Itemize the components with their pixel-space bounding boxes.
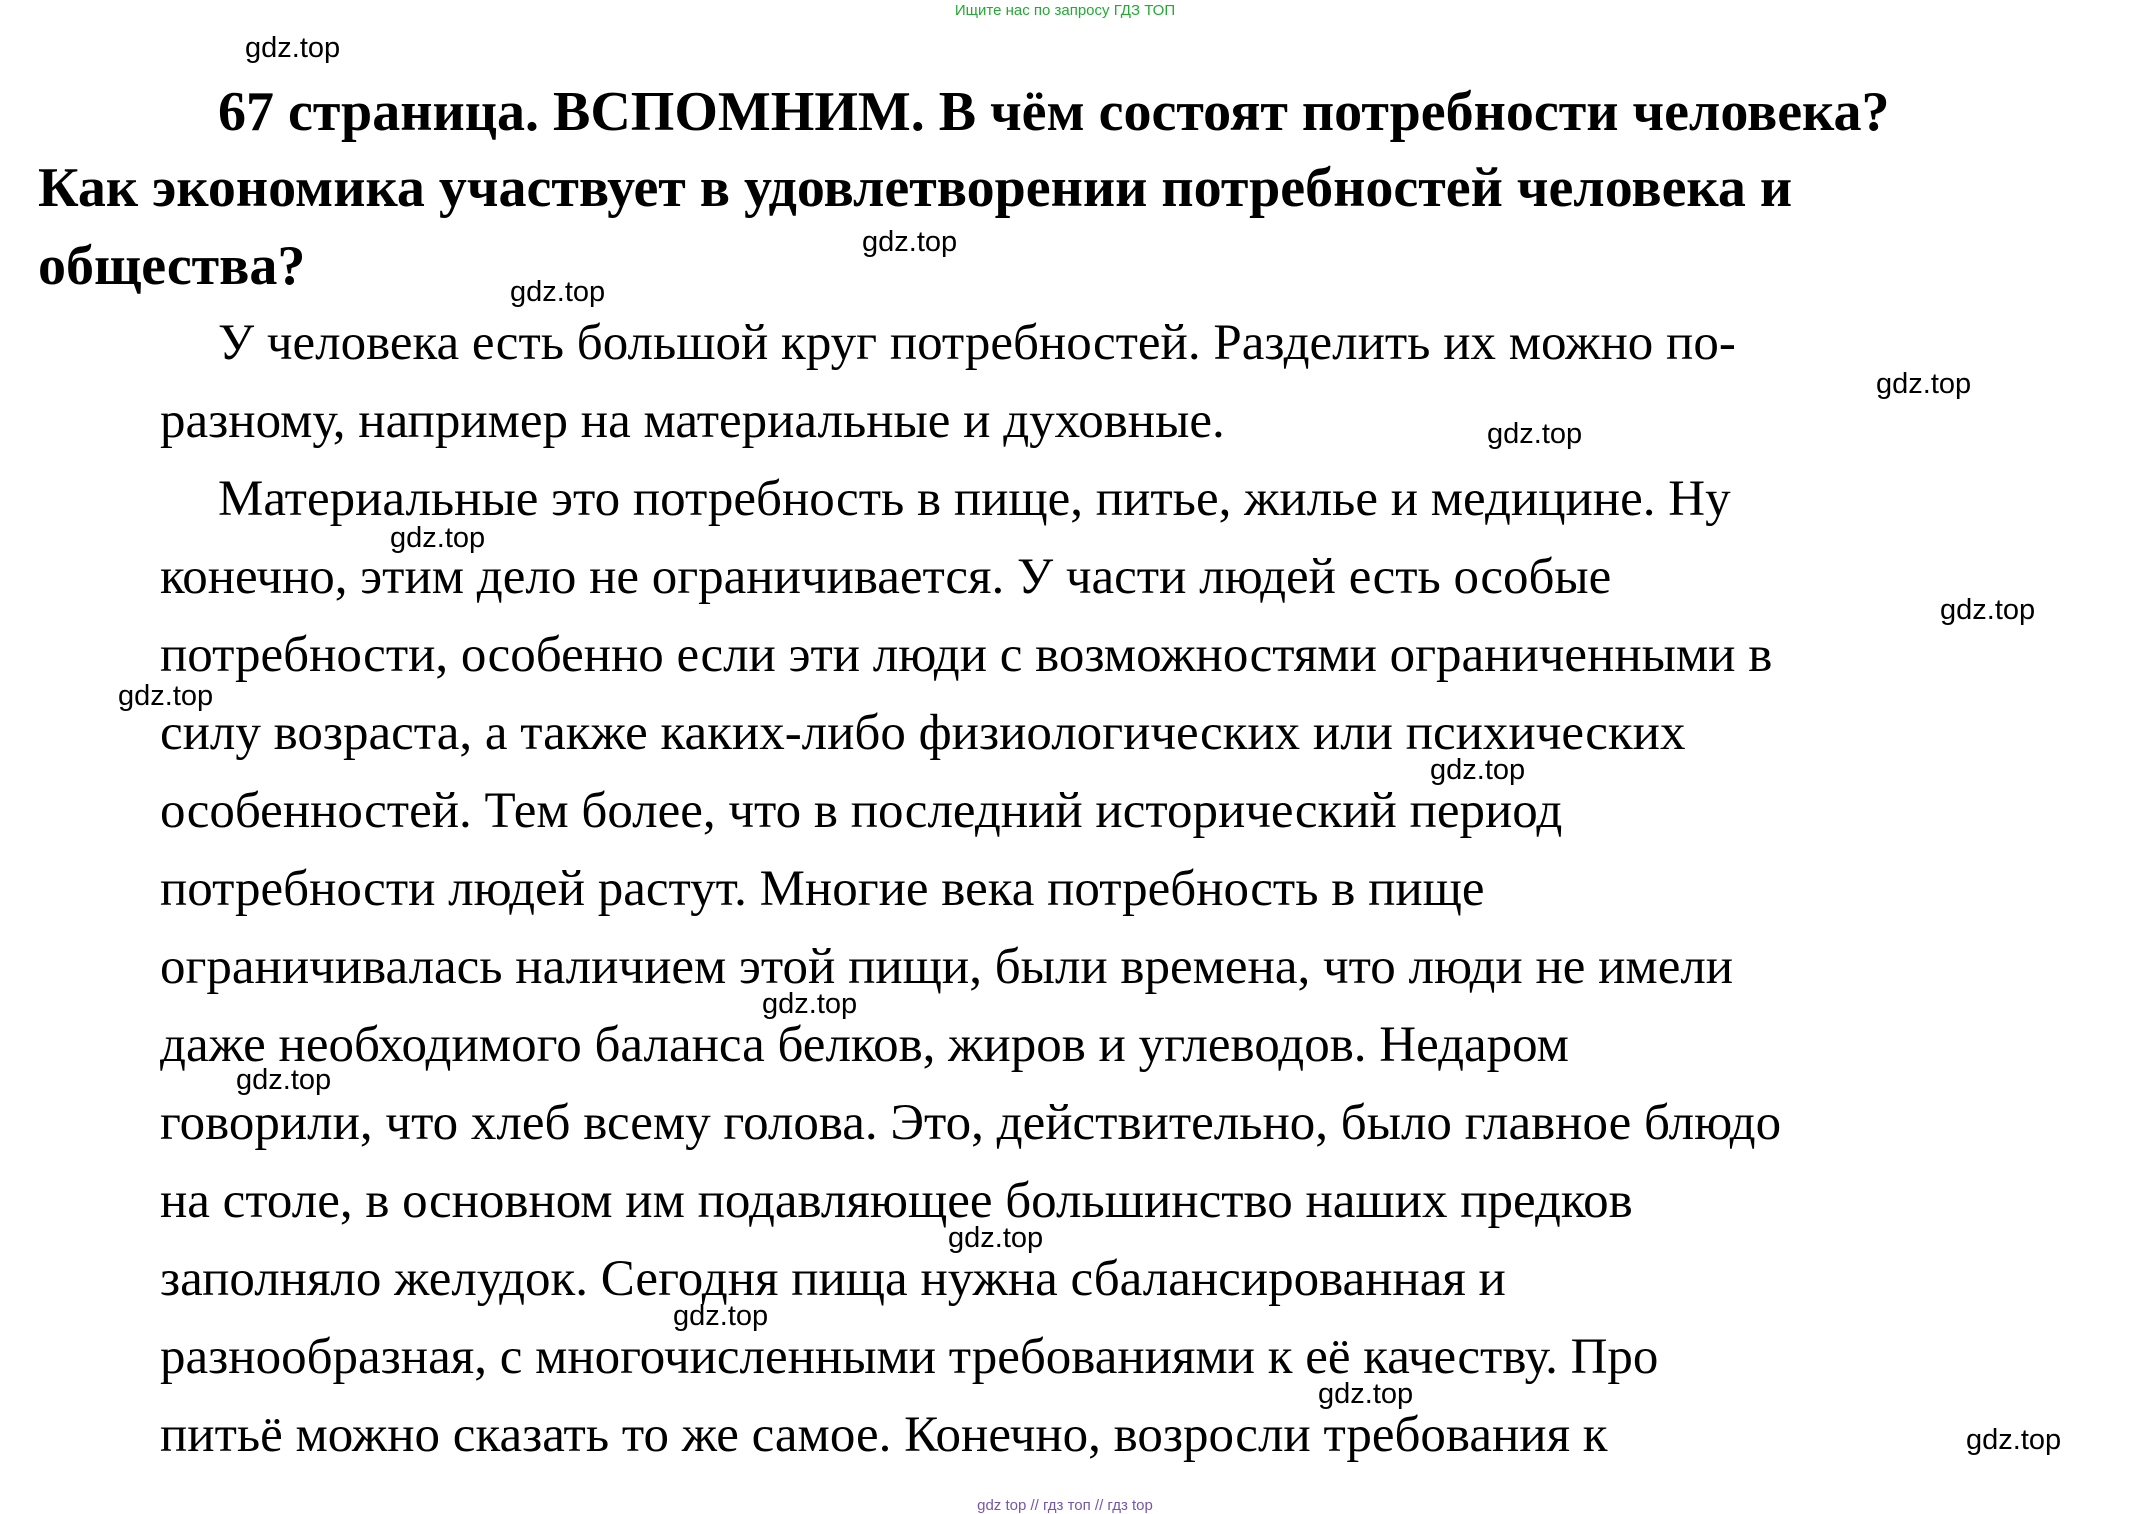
heading-line-3: общества?	[38, 235, 306, 297]
watermark: gdz.top	[236, 1064, 332, 1096]
watermark: gdz.top	[118, 680, 214, 712]
body-line-14: разнообразная, с многочисленными требованиями к её качеству. Про	[160, 1329, 1659, 1385]
watermark: gdz.top	[1876, 368, 1972, 400]
body-line-4: конечно, этим дело не ограничивается. У части людей есть особые	[160, 549, 1612, 605]
watermark: gdz.top	[390, 522, 486, 554]
body-line-3: Материальные это потребность в пище, питье, жилье и медицине. Ну	[218, 471, 1731, 527]
watermark: gdz.top	[1966, 1424, 2062, 1456]
body-line-2: разному, например на материальные и духовные.	[160, 393, 1225, 449]
body-line-1: У человека есть большой круг потребностей. Разделить их можно по-	[218, 315, 1736, 371]
body-line-11: говорили, что хлеб всему голова. Это, действительно, было главное блюдо	[160, 1095, 1782, 1151]
watermark: gdz.top	[948, 1222, 1044, 1254]
body-line-12: на столе, в основном им подавляющее большинство наших предков	[160, 1173, 1633, 1229]
watermark: gdz.top	[510, 276, 606, 308]
heading-line-1: 67 страница. ВСПОМНИМ. В чём состоят потребности человека?	[218, 81, 1890, 143]
heading-line-2: Как экономика участвует в удовлетворении потребностей человека и	[38, 157, 1793, 219]
footer-notice: gdz top // гдз топ // гдз top	[977, 1497, 1153, 1514]
body-line-7: особенностей. Тем более, что в последний исторический период	[160, 783, 1563, 839]
watermark: gdz.top	[245, 32, 341, 64]
watermark: gdz.top	[673, 1300, 769, 1332]
watermark: gdz.top	[1940, 594, 2036, 626]
watermark: gdz.top	[1487, 418, 1583, 450]
body-line-8: потребности людей растут. Многие века потребность в пище	[160, 861, 1485, 917]
watermark: gdz.top	[1430, 754, 1526, 786]
watermark: gdz.top	[1318, 1378, 1414, 1410]
body-line-15: питьё можно сказать то же самое. Конечно, возросли требования к	[160, 1407, 1608, 1463]
body-line-9: ограничивалась наличием этой пищи, были времена, что люди не имели	[160, 939, 1734, 995]
watermark: gdz.top	[862, 226, 958, 258]
body-line-10: даже необходимого баланса белков, жиров и углеводов. Недаром	[160, 1017, 1569, 1073]
body-line-13: заполняло желудок. Сегодня пища нужна сбалансированная и	[160, 1251, 1506, 1307]
body-line-5: потребности, особенно если эти люди с возможностями ограниченными в	[160, 627, 1773, 683]
top-notice: Ищите нас по запросу ГДЗ ТОП	[954, 2, 1176, 19]
body-line-6: силу возраста, а также каких-либо физиологических или психических	[160, 705, 1686, 761]
watermark: gdz.top	[762, 988, 858, 1020]
